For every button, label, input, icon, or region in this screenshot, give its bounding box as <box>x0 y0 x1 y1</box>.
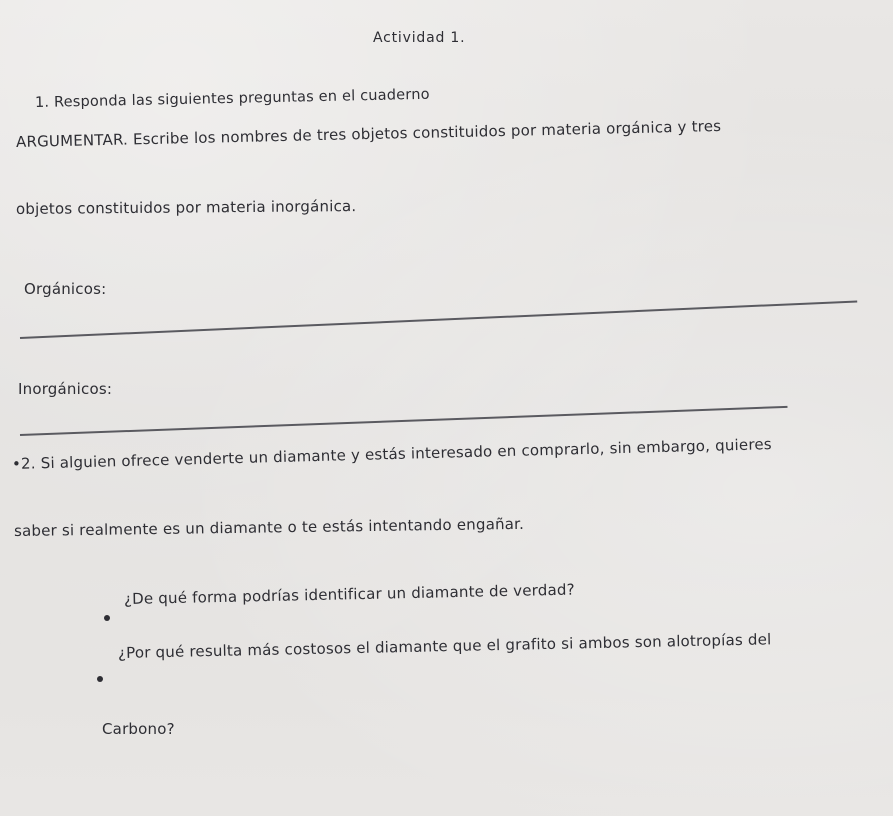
bullet-item-2-continuation: Carbono? <box>102 720 175 738</box>
organicos-label: Orgánicos: <box>24 280 107 298</box>
inorganicos-label: Inorgánicos: <box>18 380 113 398</box>
question-2-line-1: •2. Si alguien ofrece venderte un diamante y estás interesado en comprarlo, sin embargo, quieres <box>11 435 773 473</box>
question-1: 1. Responda las siguientes preguntas en el cuaderno <box>34 86 430 111</box>
bullet-item-1: ¿De qué forma podrías identificar un diamante de verdad? <box>123 580 575 608</box>
activity-title: Actividad 1. <box>373 30 466 46</box>
bullet-dot-icon <box>104 615 110 621</box>
organicos-answer-line <box>20 300 857 339</box>
bullet-item-2: ¿Por qué resulta más costosos el diamante que el grafito si ambos son alotropías del <box>117 630 772 662</box>
bullet-dot-icon <box>97 676 103 682</box>
inorganicos-answer-line <box>20 406 788 436</box>
argumentar-line-2: objetos constituidos por materia inorgánica. <box>15 197 357 218</box>
argumentar-line-1: ARGUMENTAR. Escribe los nombres de tres objetos constituidos por materia orgánica y tres <box>15 116 722 151</box>
question-2-line-2: saber si realmente es un diamante o te estás intentando engañar. <box>13 514 525 540</box>
